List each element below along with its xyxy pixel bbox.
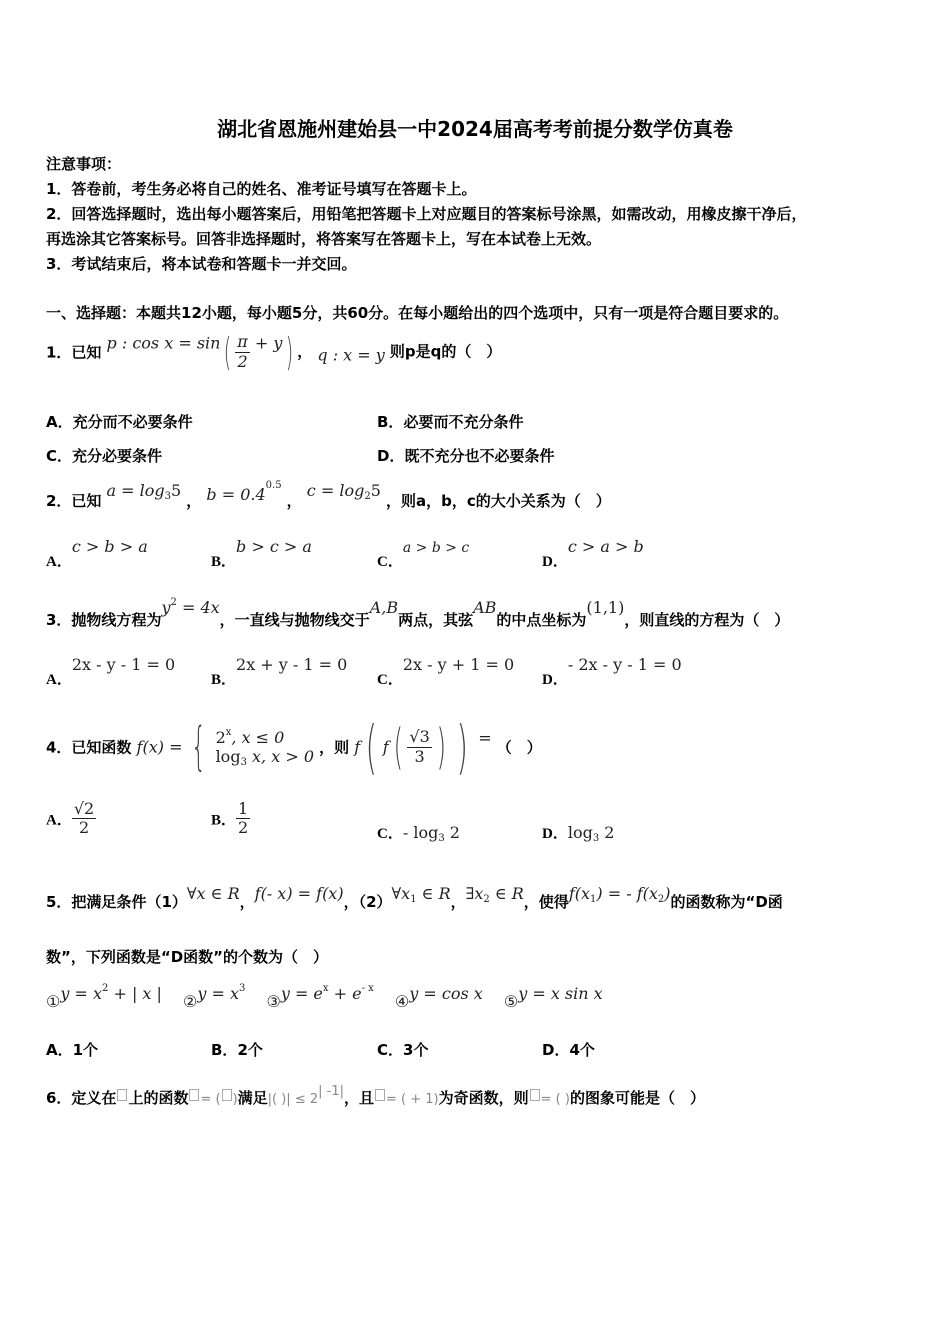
- q6-missing-glyph-icon: [189, 1089, 199, 1101]
- q5-func-5-expr: y = x sin x: [518, 984, 603, 1003]
- page-title: 湖北省恩施州建始县一中2024届高考考前提分数学仿真卷: [217, 117, 733, 141]
- q2-option-a[interactable]: [46, 537, 148, 571]
- q5-cond-2-tail: ∈ R: [416, 884, 451, 903]
- q5-func-4-expr: y = cos x: [409, 984, 483, 1003]
- notice-item-2: 2．回答选择题时，选出每小题答案后，用铅笔把答题卡上对应题目的答案标号涂黑，如需改动，用橡皮擦干净后，: [46, 205, 807, 223]
- q4-paren-outer-right: ): [456, 713, 468, 781]
- q3-option-c-letter: C．: [377, 672, 403, 688]
- q5-func-3: [266, 983, 374, 1011]
- q1-option-c[interactable]: [46, 445, 162, 466]
- q5-option-c-letter: C．: [377, 1041, 404, 1059]
- q3-point: (1,1): [586, 598, 625, 617]
- q3-option-b[interactable]: [211, 655, 347, 689]
- q1-option-d-text: 既不充分也不必要条件: [404, 447, 555, 465]
- q4-option-d[interactable]: [542, 822, 614, 844]
- q5-option-b-text: 2个: [237, 1041, 263, 1059]
- q1-plus-y: + y: [254, 333, 283, 353]
- q5-func-5: [503, 984, 603, 1011]
- q5-option-c-text: 3个: [403, 1041, 429, 1059]
- q6-missing-glyph-icon: [222, 1089, 232, 1101]
- q2-option-c[interactable]: [377, 537, 469, 571]
- q5-func-3-exp: x: [322, 983, 329, 994]
- q5-func-1-mark: ①: [46, 992, 61, 1011]
- q5-tail-1: 的函数称为“D函: [670, 893, 783, 911]
- q5-condition-end: ): [664, 884, 671, 903]
- q4-case-1-cond: , x ≤ 0: [231, 727, 285, 747]
- q1-option-a-text: 充分而不必要条件: [72, 413, 193, 431]
- q5-option-c[interactable]: [377, 1039, 428, 1060]
- q5-func-1-exp: 2: [101, 983, 109, 994]
- q3-eq: y: [161, 598, 171, 617]
- q3-option-b-expr: 2x + y - 1 = 0: [236, 655, 348, 674]
- notice-item-3: 3．考试结束后，将本试卷和答题卡一并交回。: [46, 255, 357, 273]
- q1-lead: 1．已知: [46, 343, 102, 362]
- q4-paren-inner-left: (: [393, 719, 403, 775]
- q5-cond-1: ∀x ∈ R: [186, 884, 240, 903]
- q6-text-1: 上的函数: [128, 1089, 189, 1107]
- q4-option-a-num: √2: [73, 799, 95, 818]
- q4-frac-num: √3: [409, 727, 430, 747]
- q1-option-b[interactable]: [377, 411, 523, 432]
- q3-option-d-expr: - 2x - y - 1 = 0: [567, 655, 682, 674]
- q5-sep-1: ，: [239, 893, 255, 911]
- q5-func-1: [46, 983, 162, 1011]
- q6-missing-glyph-icon: [530, 1089, 540, 1101]
- q3-mid-1: ，一直线与抛物线交于: [219, 611, 370, 629]
- question-4: [46, 713, 542, 781]
- q5-functions: [46, 983, 603, 1011]
- q5-func-3-mark: ③: [266, 992, 281, 1011]
- q4-option-d-expr: log: [567, 823, 593, 842]
- q4-ff: f: [354, 737, 361, 757]
- q5-mid: ，（2）: [343, 893, 392, 911]
- q2-c-arg: 5: [370, 481, 381, 500]
- q2-option-b-expr: b > c > a: [236, 537, 312, 556]
- q5-func-1-expr: y = x: [60, 984, 102, 1003]
- q5-lead: 5．把满足条件（1）: [46, 893, 187, 911]
- q4-option-c-letter: C．: [377, 826, 403, 842]
- q4-option-c-base: 3: [438, 833, 445, 844]
- q1-frac-den: 2: [237, 351, 248, 371]
- q2-option-d-expr: c > a > b: [567, 537, 644, 556]
- q2-b-exp: 0.5: [265, 480, 282, 491]
- question-5: [46, 884, 783, 912]
- q6-func-2-exp: | -1|: [318, 1084, 344, 1099]
- q3-option-c-expr: 2x - y + 1 = 0: [402, 655, 515, 674]
- q2-option-b-letter: B．: [211, 554, 237, 570]
- q1-tail: 则p是q的（ ）: [389, 342, 502, 361]
- q4-cases: [216, 727, 314, 768]
- notice-heading: 注意事项：: [46, 155, 122, 173]
- q6-lead: 6．定义在: [46, 1089, 117, 1107]
- q5-cond-3-tail: ∈ R: [489, 884, 524, 903]
- q4-eq: =: [478, 728, 492, 748]
- q4-option-d-base: 3: [592, 833, 600, 844]
- q5-func-3-rest: + e: [328, 984, 362, 1003]
- q1-option-d[interactable]: [377, 445, 554, 466]
- q3-option-a-expr: 2x - y - 1 = 0: [71, 655, 176, 674]
- q2-option-d[interactable]: [542, 537, 644, 571]
- q2-option-c-letter: C．: [377, 554, 403, 570]
- q4-case-2-log: log: [215, 746, 241, 766]
- q3-ab: A,B: [369, 598, 399, 617]
- q1-option-c-letter: C．: [46, 447, 73, 465]
- q5-func-2-expr: y = x: [197, 984, 239, 1003]
- q6-func-2: |( )| ≤ 2: [267, 1092, 319, 1107]
- q5-func-5-mark: ⑤: [503, 992, 519, 1011]
- q3-mid-2: 两点，其弦: [398, 611, 474, 629]
- q5-sep-2: ，: [450, 893, 466, 911]
- q4-option-b[interactable]: [211, 800, 250, 838]
- q5-cond-3: ∃x: [465, 884, 484, 903]
- q4-case-1-exp: x: [225, 726, 232, 738]
- q5-option-b[interactable]: [211, 1039, 263, 1060]
- q1-paren-right: ): [286, 330, 294, 374]
- q4-case-1: [216, 727, 314, 747]
- q6-tail: 的图象可能是（ ）: [569, 1089, 705, 1107]
- q3-option-d[interactable]: [542, 655, 682, 689]
- q5-option-a-letter: A．: [46, 1041, 73, 1059]
- q5-cond-1b: f(- x) = f(x): [254, 884, 344, 903]
- q5-func-2: [183, 983, 246, 1011]
- q5-option-d-text: 4个: [569, 1041, 595, 1059]
- q1-option-a[interactable]: [46, 411, 193, 432]
- q4-frac-den: 3: [414, 746, 425, 766]
- q3-chord: AB: [473, 598, 497, 617]
- q6-func-1: = (: [200, 1092, 221, 1107]
- q2-c-base: 2: [364, 491, 371, 502]
- q4-option-d-arg: 2: [599, 823, 615, 842]
- q2-a-expr: a = log: [106, 481, 165, 500]
- q5-line-2: 数”，下列函数是“D函数”的个数为（ ）: [46, 948, 329, 966]
- q2-option-a-letter: A．: [46, 554, 72, 570]
- q2-a-arg: 5: [171, 481, 182, 500]
- q3-option-b-letter: B．: [211, 672, 237, 688]
- notice-item-1: 1．答卷前，考生务必将自己的姓名、准考证号填写在答题卡上。: [46, 180, 477, 198]
- q4-option-b-letter: B．: [211, 812, 237, 829]
- q2-b-expr: b = 0.4: [206, 485, 266, 504]
- q5-condition-sub-2: 2: [657, 894, 665, 905]
- q5-func-2-exp: 3: [239, 983, 246, 994]
- q4-option-a-frac: [72, 800, 96, 838]
- q3-eq-rhs: = 4x: [176, 598, 220, 617]
- q6-func-4: = ( ): [540, 1092, 570, 1107]
- q5-condition-sub-1: 1: [590, 894, 597, 905]
- q5-mid-2: ，使得: [523, 893, 569, 911]
- question-6: 6．定义在 上的函数 = ( )满足|( )| ≤ $2^{| -1|}$，且 = ( + 1)为奇函数，则 = ( )的图象可能是（ ）: [46, 1084, 705, 1107]
- q4-option-a-letter: A．: [46, 812, 72, 829]
- q6-missing-glyph-icon: [375, 1089, 385, 1101]
- q4-case-2-cond: x, x > 0: [246, 746, 314, 766]
- q5-cond-2: ∀x: [391, 884, 411, 903]
- section-heading: 一、选择题：本题共12小题，每小题5分，共60分。在每小题给出的四个选项中，只有一项是符合题目要求的。: [46, 304, 789, 322]
- q5-func-4-mark: ④: [394, 992, 410, 1011]
- q2-option-a-expr: c > b > a: [71, 537, 148, 556]
- q4-paren-outer-left: (: [365, 713, 378, 781]
- q4-option-b-den: 2: [238, 818, 249, 838]
- q5-option-a[interactable]: [46, 1039, 98, 1060]
- q1-paren-left: (: [224, 330, 232, 374]
- q4-option-b-num: 1: [238, 799, 249, 818]
- q5-condition-mid: ) = - f(x: [596, 884, 658, 903]
- q5-option-b-letter: B．: [211, 1041, 238, 1059]
- question-3: [46, 597, 789, 630]
- q5-func-4: [394, 984, 483, 1011]
- q5-option-a-text: 1个: [72, 1041, 99, 1059]
- q6-func-3: = ( + 1): [386, 1092, 439, 1107]
- q5-condition: f(x: [568, 884, 590, 903]
- question-1: [46, 330, 502, 374]
- q4-option-c-arg: 2: [444, 823, 460, 842]
- q5-func-3-exp-2: - x: [361, 983, 374, 994]
- q1-comma: ，: [297, 342, 313, 361]
- q3-eq-exp: 2: [170, 597, 177, 608]
- q6-text-4: 为奇函数，则: [438, 1089, 529, 1107]
- q2-sep-1: ，: [186, 492, 202, 510]
- q4-option-a[interactable]: [46, 800, 96, 838]
- question-2: [46, 480, 611, 511]
- q1-p-expr: p : cos x = sin: [106, 333, 221, 353]
- q4-case-2-base: 3: [240, 756, 247, 768]
- q4-mid: ，则: [319, 738, 350, 757]
- q1-q-expr: q : x = y: [317, 345, 385, 365]
- q3-option-a-letter: A．: [46, 672, 72, 688]
- q1-option-b-letter: B．: [377, 413, 404, 431]
- q4-paren-inner-right: ): [436, 719, 446, 775]
- q3-option-c[interactable]: [377, 655, 514, 689]
- q4-option-b-frac: [236, 800, 250, 838]
- q4-ff-inner: f: [382, 737, 389, 757]
- q6-missing-glyph-icon: [117, 1089, 127, 1101]
- q1-frac-num: π: [237, 332, 248, 352]
- q1-frac: [235, 333, 250, 371]
- q6-text-2: 满足: [237, 1089, 268, 1107]
- q4-option-d-letter: D．: [542, 826, 568, 842]
- q2-option-b[interactable]: [211, 537, 312, 571]
- q5-func-2-mark: ②: [183, 992, 198, 1011]
- q3-option-a[interactable]: [46, 655, 175, 689]
- q5-func-1-rest: + | x |: [108, 984, 162, 1003]
- q3-lead: 3．抛物线方程为: [46, 611, 162, 629]
- q1-option-c-text: 充分必要条件: [72, 447, 163, 465]
- q2-a-base: 3: [164, 491, 172, 502]
- q6-text-3: ，且: [343, 1089, 374, 1107]
- q4-frac: [407, 728, 431, 766]
- q2-c-expr: c = log: [306, 481, 365, 500]
- q2-lead: 2．已知: [46, 492, 102, 510]
- q3-option-d-letter: D．: [542, 672, 568, 688]
- q4-brace: {: [191, 717, 207, 777]
- q4-fx: f(x) =: [136, 737, 183, 757]
- q3-mid-3: 的中点坐标为: [496, 611, 587, 629]
- q5-func-3-expr: y = e: [280, 984, 323, 1003]
- q1-option-a-letter: A．: [46, 413, 73, 431]
- q2-tail: ，则a，b，c的大小关系为（ ）: [385, 492, 611, 510]
- q4-lead: 4．已知函数: [46, 738, 132, 757]
- q4-option-a-den: 2: [78, 818, 90, 838]
- q4-tail: （ ）: [496, 738, 542, 757]
- q1-option-b-text: 必要而不充分条件: [403, 413, 524, 431]
- q4-option-c-expr: - log: [402, 823, 439, 842]
- q2-option-c-expr: a > b > c: [402, 540, 470, 556]
- notice-item-2-cont: 再选涂其它答案标号。回答非选择题时，将答案写在答题卡上，写在本试卷上无效。: [46, 230, 602, 248]
- q5-option-d[interactable]: [542, 1039, 595, 1060]
- q4-case-1-base: 2: [215, 727, 226, 747]
- q5-cond-2-sub: 1: [410, 894, 417, 905]
- q4-option-c[interactable]: [377, 822, 460, 844]
- q2-option-d-letter: D．: [542, 554, 568, 570]
- q1-option-d-letter: D．: [377, 447, 405, 465]
- q4-case-2: [216, 747, 314, 768]
- q5-cond-3-sub: 2: [483, 894, 490, 905]
- q3-tail: ，则直线的方程为（ ）: [624, 611, 790, 629]
- q2-sep-2: ，: [286, 492, 302, 510]
- q5-option-d-letter: D．: [542, 1041, 570, 1059]
